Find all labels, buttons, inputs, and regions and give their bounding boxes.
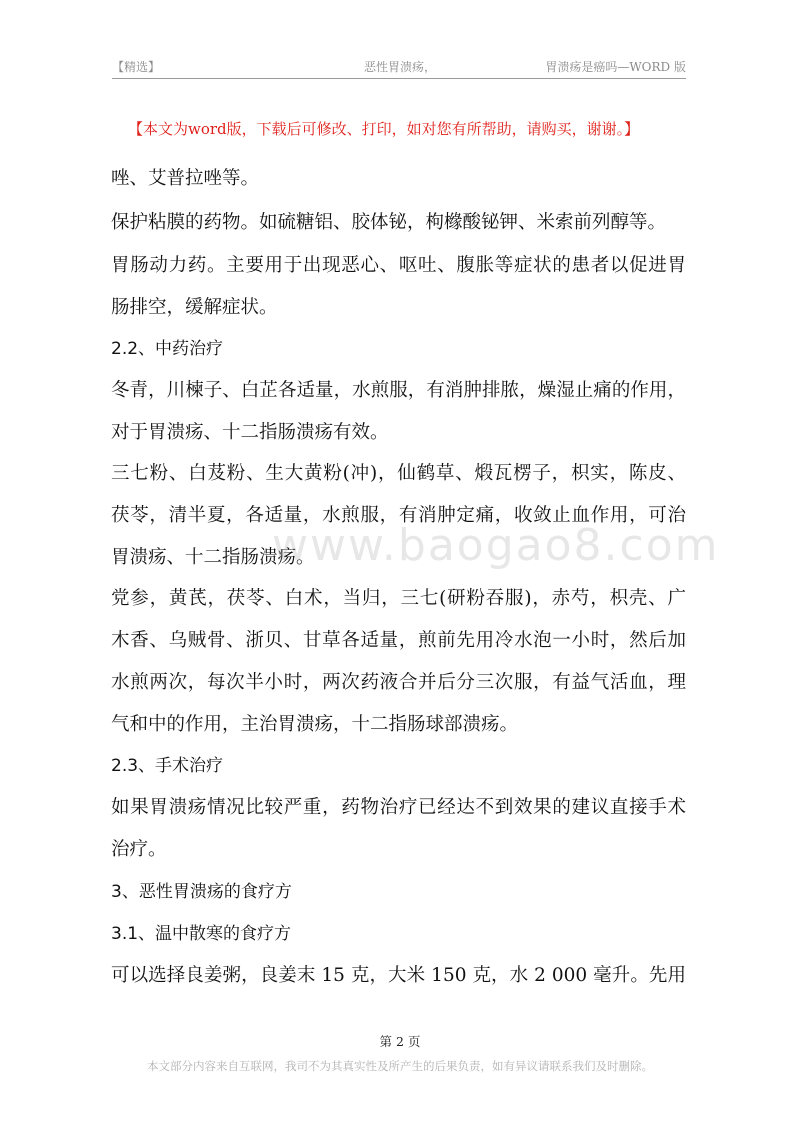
header-center-text: 恶性胃溃疡，: [364, 60, 437, 74]
page-number: 第 2 页: [379, 1034, 421, 1049]
body-line: 气和中的作用，主治胃溃疡，十二指肠球部溃疡。: [111, 714, 519, 735]
body-line: 三七粉、白芨粉、生大黄粉(冲)，仙鹤草、煅瓦楞子，枳实，陈皮、: [111, 463, 686, 484]
body-line: 胃肠动力药。主要用于出现恶心、呕吐、腹胀等症状的患者以促进胃: [111, 255, 686, 276]
body-line: 冬青，川楝子、白芷各适量，水煎服，有消肿排脓，燥湿止痛的作用，: [111, 380, 686, 401]
body-line: 水煎两次，每次半小时，两次药液合并后分三次服，有益气活血，理: [111, 672, 686, 693]
body-line: 党参，黄芪，茯苓、白术，当归，三七(研粉吞服)，赤芍，枳壳、广: [111, 588, 686, 609]
body-line: 胃溃疡、十二指肠溃疡。: [111, 547, 315, 568]
body-line: 可以选择良姜粥，良姜末 15 克，大米 150 克，水 2 000 毫升。先用: [111, 965, 686, 986]
section-heading: 2.2、中药治疗: [111, 339, 224, 359]
page-footer-disclaimer: 本文部分内容来自互联网，我司不为其真实性及所产生的后果负责，如有异议请联系我们及时删除。: [147, 1059, 653, 1073]
page-header: [112, 56, 686, 79]
body-line: 唑、艾普拉唑等。: [111, 168, 260, 189]
header-right-text: 胃溃疡是癌吗—WORD 版: [545, 60, 686, 74]
body-line: 对于胃溃疡、十二指肠溃疡有效。: [111, 422, 389, 443]
site-watermark: www.baogao8.com: [272, 520, 720, 571]
section-heading: 3.1、温中散寒的食疗方: [111, 924, 292, 944]
body-line: 治疗。: [111, 839, 167, 860]
body-line: 保护粘膜的药物。如硫糖铝、胶体铋，枸橼酸铋钾、米索前列醇等。: [111, 212, 667, 233]
body-line: 如果胃溃疡情况比较严重，药物治疗已经达不到效果的建议直接手术: [111, 797, 686, 818]
section-heading: 3、恶性胃溃疡的食疗方: [111, 882, 292, 902]
header-left-text: 【精选】: [112, 60, 161, 74]
body-line: 肠排空，缓解症状。: [111, 297, 278, 318]
section-heading: 2.3、手术治疗: [111, 756, 224, 776]
purchase-notice: 【本文为word版，下载后可修改、打印，如对您有所帮助，请购买，谢谢。】: [128, 120, 640, 138]
body-line: 茯苓，清半夏，各适量，水煎服，有消肿定痛，收敛止血作用，可治: [111, 505, 686, 526]
body-line: 木香、乌贼骨、浙贝、甘草各适量，煎前先用冷水泡一小时，然后加: [111, 630, 686, 651]
